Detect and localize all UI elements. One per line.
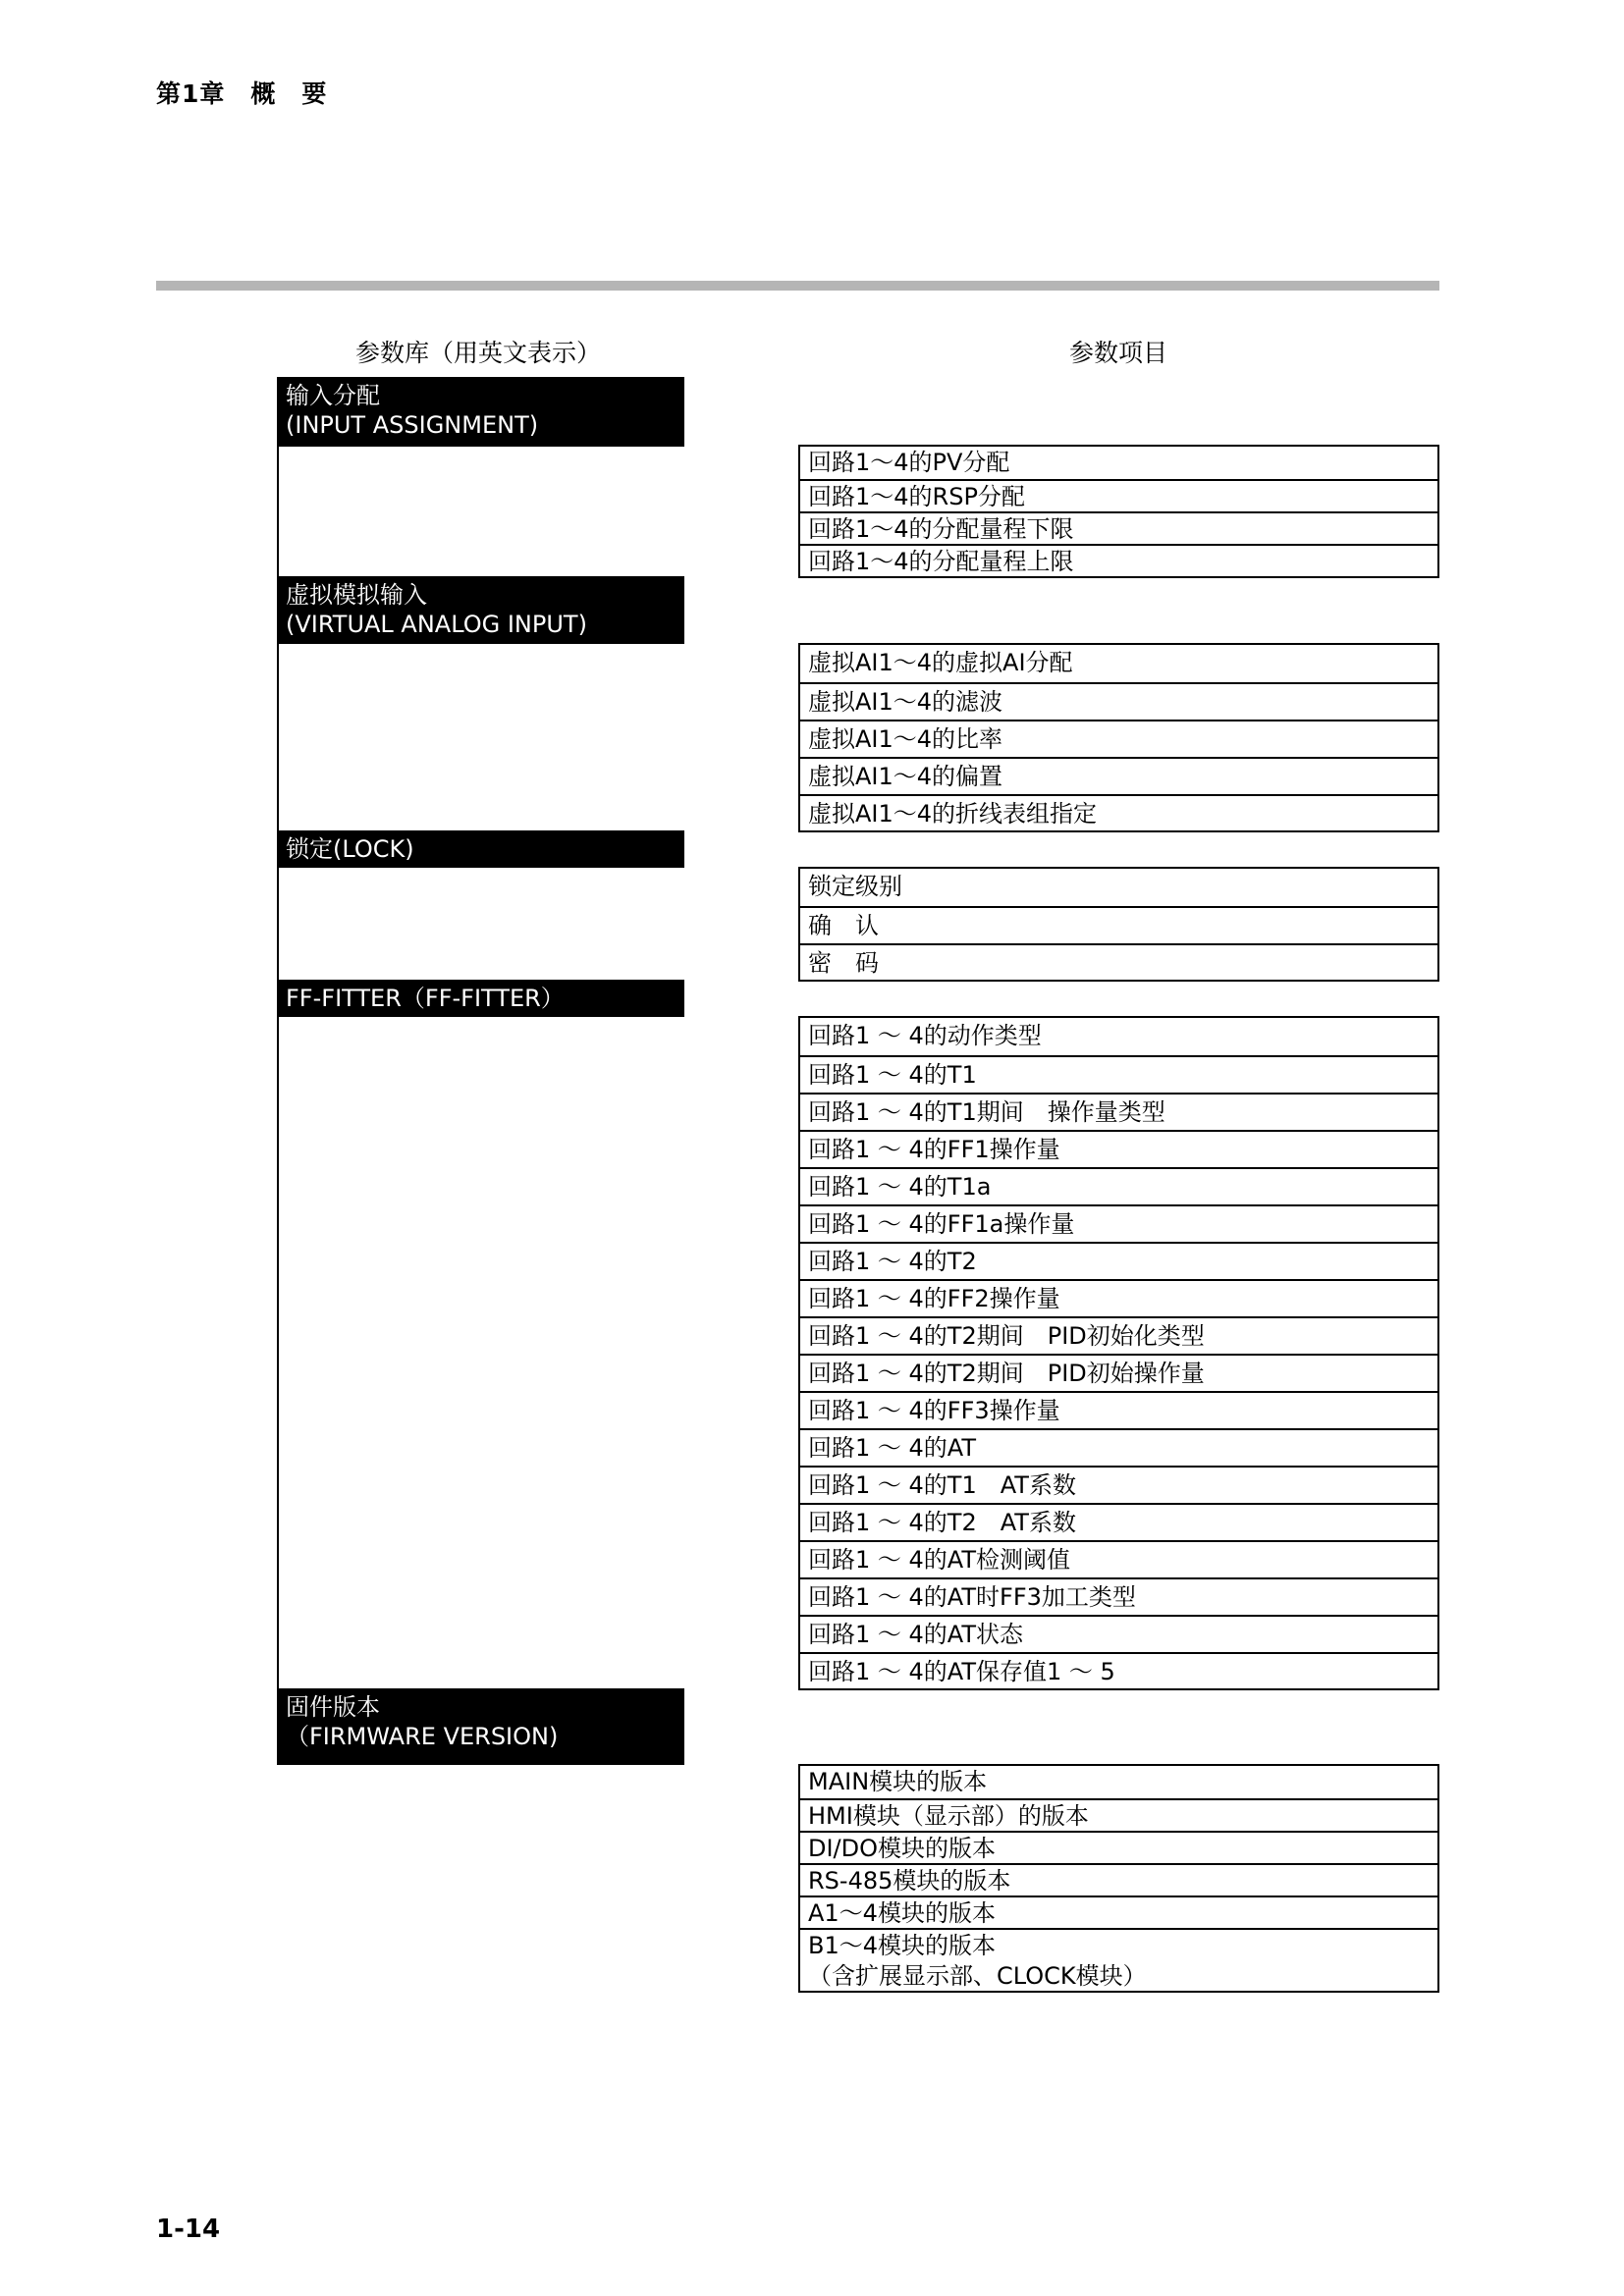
table-row: 回路1 ～ 4的T1 AT系数: [800, 1466, 1437, 1503]
bank-lock: 锁定(LOCK): [277, 830, 684, 868]
chapter-title: 第1章 概 要: [156, 80, 328, 108]
table-row: 虚拟AI1～4的滤波: [800, 682, 1437, 720]
table-row: 虚拟AI1～4的比率: [800, 720, 1437, 757]
table-row: 回路1 ～ 4的AT时FF3加工类型: [800, 1577, 1437, 1615]
table-row: 回路1～4的分配量程下限: [800, 511, 1437, 544]
table-row: 回路1 ～ 4的T2期间 PID初始化类型: [800, 1316, 1437, 1354]
table-row: 回路1～4的分配量程上限: [800, 544, 1437, 576]
table-row: 回路1 ～ 4的T2期间 PID初始操作量: [800, 1354, 1437, 1391]
table-row: HMI模块（显示部）的版本: [800, 1798, 1437, 1831]
items-table-ff-fitter: [798, 1016, 1439, 1690]
table-row: 回路1 ～ 4的FF1操作量: [800, 1130, 1437, 1167]
bank-virtual-analog-input: 虚拟模拟输入 (VIRTUAL ANALOG INPUT): [277, 576, 684, 644]
section-divider: [156, 281, 1439, 291]
table-row: 回路1 ～ 4的FF1a操作量: [800, 1204, 1437, 1242]
table-row: 回路1～4的PV分配: [808, 449, 1010, 476]
items-table-lock: [798, 867, 1439, 982]
table-row: 确 认: [800, 906, 1437, 943]
bank-firmware-version: 固件版本 （FIRMWARE VERSION): [277, 1688, 684, 1765]
items-table-firmware-version: [798, 1764, 1439, 1993]
table-row: MAIN模块的版本: [808, 1768, 988, 1795]
table-row: B1～4模块的版本 （含扩展显示部、CLOCK模块）: [800, 1928, 1437, 1991]
table-row: 回路1 ～ 4的FF3操作量: [800, 1391, 1437, 1428]
table-row: 密 码: [800, 943, 1437, 981]
table-row: RS-485模块的版本: [800, 1863, 1437, 1896]
page-number: 1-14: [156, 2215, 221, 2244]
table-row: 回路1 ～ 4的T1a: [800, 1167, 1437, 1204]
table-row: 回路1～4的RSP分配: [800, 479, 1437, 511]
table-row: 回路1 ～ 4的T2 AT系数: [800, 1503, 1437, 1540]
table-row: 回路1 ～ 4的T2: [800, 1242, 1437, 1279]
table-row: 回路1 ～ 4的FF2操作量: [800, 1279, 1437, 1316]
items-table-virtual-analog-input: [798, 643, 1439, 832]
table-row: 锁定级别: [808, 873, 902, 900]
table-row: 回路1 ～ 4的T1: [800, 1055, 1437, 1093]
table-row: A1～4模块的版本: [800, 1896, 1437, 1928]
table-row: 虚拟AI1～4的偏置: [800, 757, 1437, 794]
table-row: DI/DO模块的版本: [800, 1831, 1437, 1863]
table-row: 回路1 ～ 4的AT检测阈值: [800, 1540, 1437, 1577]
table-row: 回路1 ～ 4的AT: [800, 1428, 1437, 1466]
column-header-bank: 参数库（用英文表示）: [355, 339, 602, 367]
table-row: 回路1 ～ 4的动作类型: [808, 1022, 1042, 1049]
table-row: 虚拟AI1～4的折线表组指定: [800, 794, 1437, 831]
table-row: 虚拟AI1～4的虚拟AI分配: [808, 649, 1073, 676]
items-table-input-assignment: [798, 445, 1439, 578]
column-header-items: 参数项目: [1069, 339, 1168, 367]
bank-input-assignment: 输入分配 (INPUT ASSIGNMENT): [277, 377, 684, 447]
table-row: 回路1 ～ 4的AT状态: [800, 1615, 1437, 1652]
table-row: 回路1 ～ 4的T1期间 操作量类型: [800, 1093, 1437, 1130]
table-row: 回路1 ～ 4的AT保存值1 ～ 5: [800, 1652, 1437, 1689]
bank-ff-fitter: FF-FITTER（FF-FITTER）: [277, 980, 684, 1017]
